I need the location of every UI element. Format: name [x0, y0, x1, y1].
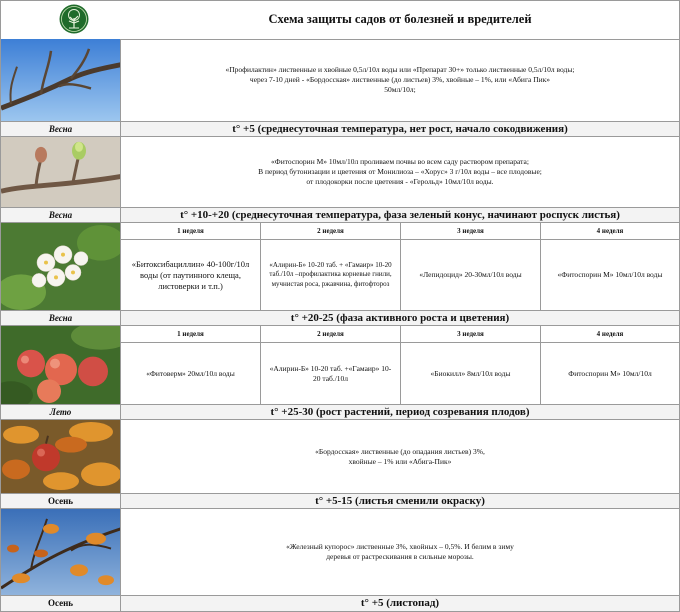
week-cell: «Фитоспорин М» 10мл/10л воды: [557, 270, 663, 279]
block1-line: «Профилактин» лиственные и хвойные 0,5л/10л воды или «Препарат 30+» только лиственные 0,5л/10л воды;: [225, 65, 575, 74]
season-label: Весна: [1, 208, 121, 223]
week-cell: «Алирин-Б» 10-20 таб. + «Гамаир» 10-20 таб./10л –профилактика корневые гнили, мучнистая роса, ржавчина, фитофтороз: [261, 240, 401, 310]
season-label: Лето: [1, 405, 121, 420]
block5-line: хвойные – 1% или «Абига-Пик»: [348, 456, 452, 466]
week-grid-summer: [121, 326, 679, 404]
autumn-apple-photo: [1, 420, 121, 493]
week-header: 4 неделя: [541, 223, 679, 240]
block-flowering: [1, 223, 679, 311]
season-bar-6: [1, 596, 679, 611]
week-header: 2 неделя: [261, 326, 401, 343]
week-cell: «Битоксибациллин» 40-100г/10л воды (от паутинного клеща, листоверки и т.п.): [121, 240, 261, 310]
block2-instructions: [121, 137, 679, 207]
season-bar-1: [1, 122, 679, 137]
tree-logo-icon: [59, 4, 89, 34]
week-cell: «Лепидоцид» 20-30мл/10л воды: [401, 240, 541, 310]
block5-line: «Бордосская» лиственные (до опадания листьев) 3%,: [315, 446, 485, 456]
season-label: Осень: [1, 596, 121, 611]
block-leaf-fall: [1, 509, 679, 596]
block-early-spring: [1, 39, 679, 122]
block-autumn-color: [1, 420, 679, 494]
apple-blossom-photo: [1, 223, 121, 310]
season-label: Осень: [1, 494, 121, 509]
season-bar-2: [1, 208, 679, 223]
season-bar-5: [1, 494, 679, 509]
season-bar-4: [1, 405, 679, 420]
leaf-fall-photo: [1, 509, 121, 595]
block1-line: 50мл/10л;: [384, 85, 416, 94]
stage-text: t° +5-15 (листья сменили окраску): [315, 495, 485, 507]
stage-text: t° +10-+20 (среднесуточная температура, фаза зеленый конус, начинают роспуск листья): [180, 209, 620, 221]
season-label: Весна: [1, 311, 121, 326]
block2-line: «Фитоспорин М» 10мл/10л проливаем почвы во всем саду раствором препарата;: [271, 157, 529, 166]
week-grid-flowering: [121, 223, 679, 310]
block6-line: деревья от растрескивания в сильные морозы.: [326, 552, 474, 561]
week-header: 1 неделя: [121, 223, 261, 240]
header: [1, 1, 679, 40]
ripe-apples-photo: [1, 326, 121, 404]
week-cell: Фитоспорин М» 10мл/10л: [568, 368, 652, 378]
block1-line: через 7-10 дней - «Бордосская» лиственные (до листьев) 3%, хвойные – 1%, или «Абига Пик»: [249, 75, 551, 84]
stage-text: t° +5 (среднесуточная температура, нет рост, начало сокодвижения): [232, 123, 568, 135]
block5-instructions: [121, 420, 679, 493]
block-bud-break: [1, 137, 679, 208]
week-header: 1 неделя: [121, 326, 261, 343]
week-header: 4 неделя: [541, 326, 679, 343]
week-cell: «Биокилл» 8мл/10л воды: [401, 343, 541, 404]
season-label: Весна: [1, 122, 121, 137]
branch-sky-photo: [1, 39, 121, 121]
buds-photo: [1, 137, 121, 207]
block1-instructions: [121, 39, 679, 121]
page-title: Схема защиты садов от болезней и вредителей: [268, 12, 532, 26]
block2-line: от плодокорки после цветения - «Герольд» 10мл/10л воды.: [306, 177, 494, 186]
week-header: 2 неделя: [261, 223, 401, 240]
block-summer: [1, 326, 679, 405]
week-cell: «Алирин-Б» 10-20 таб. +«Гамаир» 10-20 таб./10л: [261, 343, 401, 404]
block6-instructions: [121, 509, 679, 595]
stage-text: t° +25-30 (рост растений, период созревания плодов): [270, 406, 530, 418]
week-header: 3 неделя: [401, 326, 541, 343]
block2-line: В период бутонизации и цветения от Монилиоза – «Хорус» 3 г/10л воды – все плодовые;: [258, 167, 542, 176]
block6-line: «Железный купорос» лиственные 3%, хвойных – 0,5%. И белим в зиму: [286, 542, 514, 551]
week-cell: «Фитоверм» 20мл/10л воды: [121, 343, 261, 404]
stage-text: t° +20-25 (фаза активного роста и цветения): [290, 312, 510, 324]
week-header: 3 неделя: [401, 223, 541, 240]
stage-text: t° +5 (листопад): [360, 597, 440, 609]
season-bar-3: [1, 311, 679, 326]
